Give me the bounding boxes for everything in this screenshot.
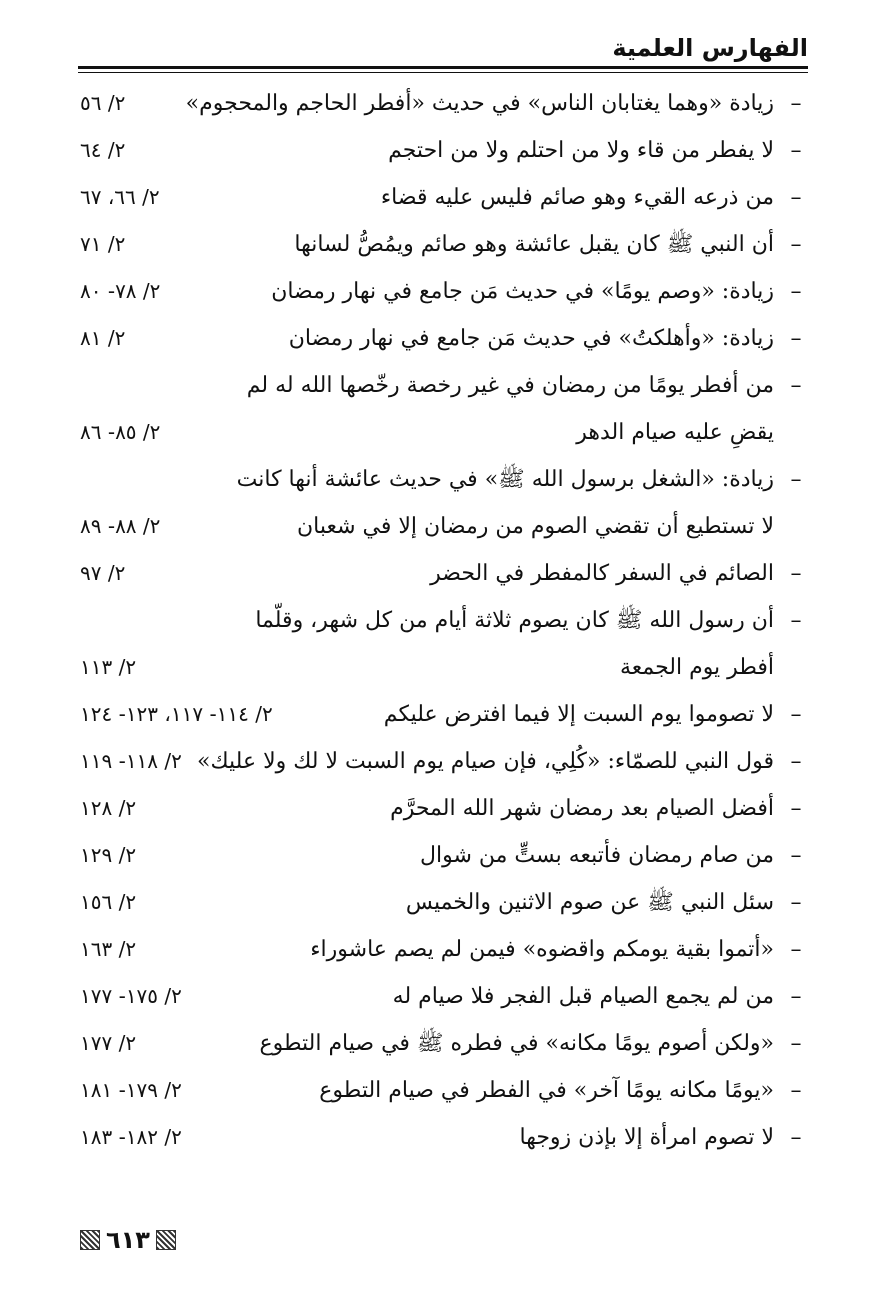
entry-dash: – — [790, 1078, 802, 1103]
entry-text: «يومًا مكانه يومًا آخر» في الفطر في صيام التطوع — [319, 1078, 774, 1103]
index-entry-line — [78, 597, 808, 644]
entry-text: من لم يجمع الصيام قبل الفجر فلا صيام له — [392, 984, 774, 1009]
index-entry-line — [78, 973, 808, 1020]
index-entry-line — [78, 503, 808, 550]
entry-page-reference: ٢/ ٩٧ — [80, 561, 126, 585]
entry-dash: – — [790, 796, 802, 821]
entry-page-reference: ٢/ ١٢٨ — [80, 796, 137, 820]
entry-text: من أفطر يومًا من رمضان في غير رخصة رخّصها الله له لم — [246, 373, 774, 398]
entry-text: أن رسول الله ﷺ كان يصوم ثلاثة أيام من كل شهر، وقلّما — [255, 608, 774, 633]
entry-text: زيادة: «وأهلكتُ» في حديث مَن جامع في نهار رمضان — [288, 326, 774, 351]
ornament-right-icon — [156, 1230, 176, 1250]
entry-dash: – — [790, 1031, 802, 1056]
entry-page-reference: ٢/ ١٧٧ — [80, 1031, 137, 1055]
page-header-title: الفهارس العلمية — [612, 34, 808, 62]
index-entry-line — [78, 174, 808, 221]
entry-text: من صام رمضان فأتبعه بستٍّ من شوال — [419, 843, 774, 868]
entry-text: زيادة: «وصم يومًا» في حديث مَن جامع في نهار رمضان — [271, 279, 774, 304]
entry-page-reference: ٢/ ١٢٩ — [80, 843, 137, 867]
entry-page-reference: ٢/ ١١٤- ١١٧، ١٢٣- ١٢٤ — [80, 702, 273, 726]
entry-dash: – — [790, 702, 802, 727]
entry-dash: – — [790, 326, 802, 351]
entry-page-reference: ٢/ ١١٣ — [80, 655, 137, 679]
entry-page-reference: ٢/ ١٦٣ — [80, 937, 137, 961]
index-entry-line — [78, 879, 808, 926]
entry-text: من ذرعه القيء وهو صائم فليس عليه قضاء — [380, 185, 774, 210]
entry-dash: – — [790, 843, 802, 868]
entry-page-reference: ٢/ ٨٨- ٨٩ — [80, 514, 161, 538]
entry-dash: – — [790, 890, 802, 915]
index-entry-line — [78, 456, 808, 503]
entry-page-reference: ٢/ ٧٨- ٨٠ — [80, 279, 161, 303]
entry-dash: – — [790, 232, 802, 257]
index-entry-line — [78, 409, 808, 456]
index-entry-line — [78, 644, 808, 691]
entry-text: لا تصوم امرأة إلا بإذن زوجها — [519, 1125, 774, 1150]
entry-dash: – — [790, 1125, 802, 1150]
entry-text: أفطر يوم الجمعة — [619, 655, 774, 680]
entry-text: سئل النبي ﷺ عن صوم الاثنين والخميس — [405, 890, 774, 915]
index-entry-line — [78, 268, 808, 315]
entry-text: أن النبي ﷺ كان يقبل عائشة وهو صائم ويمُصُّ لسانها — [294, 232, 774, 257]
entry-text: لا يفطر من قاء ولا من احتلم ولا من احتجم — [388, 138, 774, 163]
entry-dash: – — [790, 91, 802, 116]
index-entry-line — [78, 315, 808, 362]
entry-page-reference: ٢/ ١١٨- ١١٩ — [80, 749, 182, 773]
header-rule-thin — [78, 72, 808, 73]
entry-page-reference: ٢/ ٥٦ — [80, 91, 126, 115]
page-number: ٦١٣ — [106, 1226, 150, 1254]
entry-page-reference: ٢/ ٨١ — [80, 326, 126, 350]
index-entries-list — [78, 80, 808, 1161]
entry-dash: – — [790, 467, 802, 492]
index-entry-line — [78, 80, 808, 127]
index-entry-line — [78, 691, 808, 738]
entry-text: «أتموا بقية يومكم واقضوه» فيمن لم يصم عاشوراء — [310, 937, 774, 962]
entry-text: يقضِ عليه صيام الدهر — [576, 420, 774, 445]
entry-text: قول النبي للصمّاء: «كُلِي، فإن صيام يوم السبت لا لك ولا عليك» — [197, 749, 774, 774]
ornament-left-icon — [80, 1230, 100, 1250]
entry-dash: – — [790, 608, 802, 633]
entry-page-reference: ٢/ ٦٤ — [80, 138, 126, 162]
index-entry-line — [78, 1067, 808, 1114]
entry-text: لا تصوموا يوم السبت إلا فيما افترض عليكم — [383, 702, 774, 727]
entry-dash: – — [790, 984, 802, 1009]
entry-page-reference: ٢/ ١٧٥- ١٧٧ — [80, 984, 182, 1008]
entry-page-reference: ٢/ ٧١ — [80, 232, 126, 256]
entry-text: زيادة: «الشغل برسول الله ﷺ» في حديث عائشة أنها كانت — [236, 467, 774, 492]
entry-dash: – — [790, 373, 802, 398]
index-entry-line — [78, 785, 808, 832]
page-footer — [80, 1222, 176, 1258]
entry-dash: – — [790, 185, 802, 210]
header-rule-thick — [78, 66, 808, 69]
entry-text: أفضل الصيام بعد رمضان شهر الله المحرَّم — [390, 796, 774, 821]
entry-text: لا تستطيع أن تقضي الصوم من رمضان إلا في شعبان — [296, 514, 774, 539]
index-entry-line — [78, 362, 808, 409]
index-entry-line — [78, 738, 808, 785]
index-entry-line — [78, 832, 808, 879]
index-entry-line — [78, 550, 808, 597]
entry-dash: – — [790, 138, 802, 163]
entry-page-reference: ٢/ ١٥٦ — [80, 890, 137, 914]
entry-text: زيادة «وهما يغتابان الناس» في حديث «أفطر الحاجم والمحجوم» — [185, 91, 774, 116]
entry-page-reference: ٢/ ٦٦، ٦٧ — [80, 185, 160, 209]
entry-page-reference: ٢/ ١٧٩- ١٨١ — [80, 1078, 182, 1102]
entry-dash: – — [790, 937, 802, 962]
entry-page-reference: ٢/ ١٨٢- ١٨٣ — [80, 1125, 182, 1149]
entry-text: الصائم في السفر كالمفطر في الحضر — [430, 561, 774, 586]
index-entry-line — [78, 1114, 808, 1161]
entry-text: «ولكن أصوم يومًا مكانه» في فطره ﷺ في صيام التطوع — [259, 1031, 774, 1056]
index-entry-line — [78, 127, 808, 174]
entry-dash: – — [790, 561, 802, 586]
index-entry-line — [78, 926, 808, 973]
index-entry-line — [78, 221, 808, 268]
entry-dash: – — [790, 279, 802, 304]
entry-dash: – — [790, 749, 802, 774]
index-entry-line — [78, 1020, 808, 1067]
entry-page-reference: ٢/ ٨٥- ٨٦ — [80, 420, 161, 444]
